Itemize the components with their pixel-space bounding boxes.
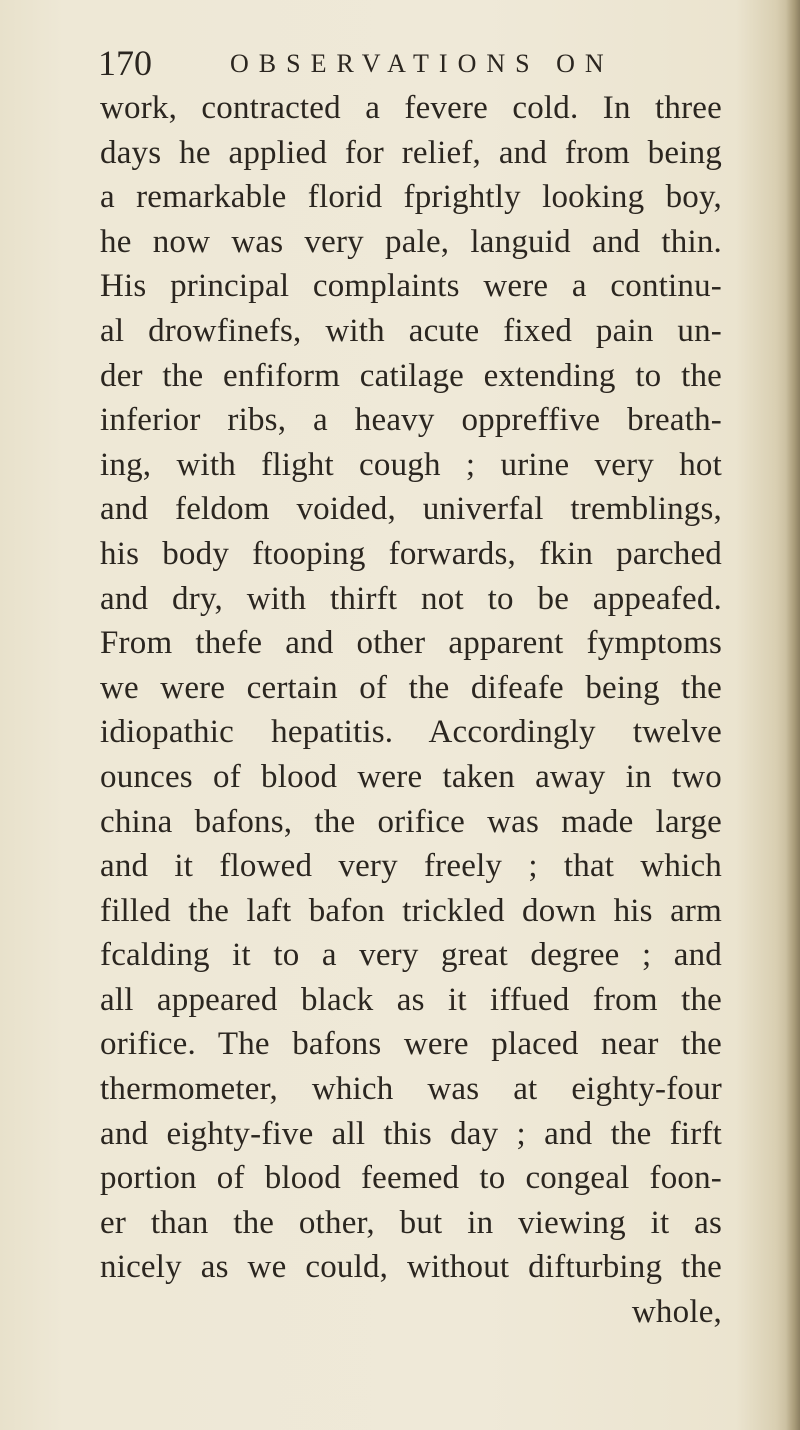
text-line: al drowfinefs, with acute fixed pain un- [100, 312, 722, 349]
text-line: inferior ribs, a heavy oppreffive breath- [100, 402, 722, 439]
page-header [98, 40, 718, 86]
text-line: and it flowed very freely ; that which [100, 848, 722, 885]
running-head: OBSERVATIONS ON [230, 49, 614, 78]
text-line: and eighty-five all this day ; and the firft [100, 1115, 722, 1152]
page-number: 170 [98, 43, 152, 83]
text-line: fcalding it to a very great degree ; and [100, 937, 722, 974]
page-edge-shadow [786, 0, 800, 1430]
text-line: work, contracted a fevere cold. In three [100, 90, 722, 126]
catchword: whole, [631, 1294, 722, 1331]
text-line: ounces of blood were taken away in two [100, 758, 722, 795]
text-line: and feldom voided, univerfal tremblings, [100, 491, 722, 528]
text-line: orifice. The bafons were placed near the [100, 1026, 722, 1063]
text-line: china bafons, the orifice was made large [100, 803, 722, 840]
text-line: idiopathic hepatitis. Accordingly twelve [100, 714, 722, 751]
text-line: From thefe and other apparent fymptoms [100, 625, 722, 662]
text-line: nicely as we could, without difturbing the [100, 1249, 722, 1286]
text-line: er than the other, but in viewing it as [100, 1204, 722, 1241]
text-line: His principal complaints were a continu- [100, 268, 722, 305]
text-line: days he applied for relief, and from being [100, 134, 722, 171]
text-line: all appeared black as it iffued from the [100, 981, 722, 1018]
text-line: filled the laft bafon trickled down his arm [100, 892, 722, 929]
text-line: portion of blood feemed to congeal foon- [100, 1160, 722, 1197]
text-line: der the enfiform catilage extending to the [100, 357, 722, 394]
text-line: he now was very pale, languid and thin. [100, 223, 722, 260]
text-line: ing, with flight cough ; urine very hot [100, 446, 722, 483]
body-text [100, 86, 722, 1335]
text-line: thermometer, which was at eighty-four [100, 1071, 722, 1108]
text-line: and dry, with thirft not to be appeafed. [100, 580, 722, 617]
text-line: we were certain of the difeafe being the [100, 669, 722, 706]
text-line: his body ftooping forwards, fkin parched [100, 535, 722, 572]
text-line: a remarkable florid fprightly looking boy, [100, 179, 722, 216]
